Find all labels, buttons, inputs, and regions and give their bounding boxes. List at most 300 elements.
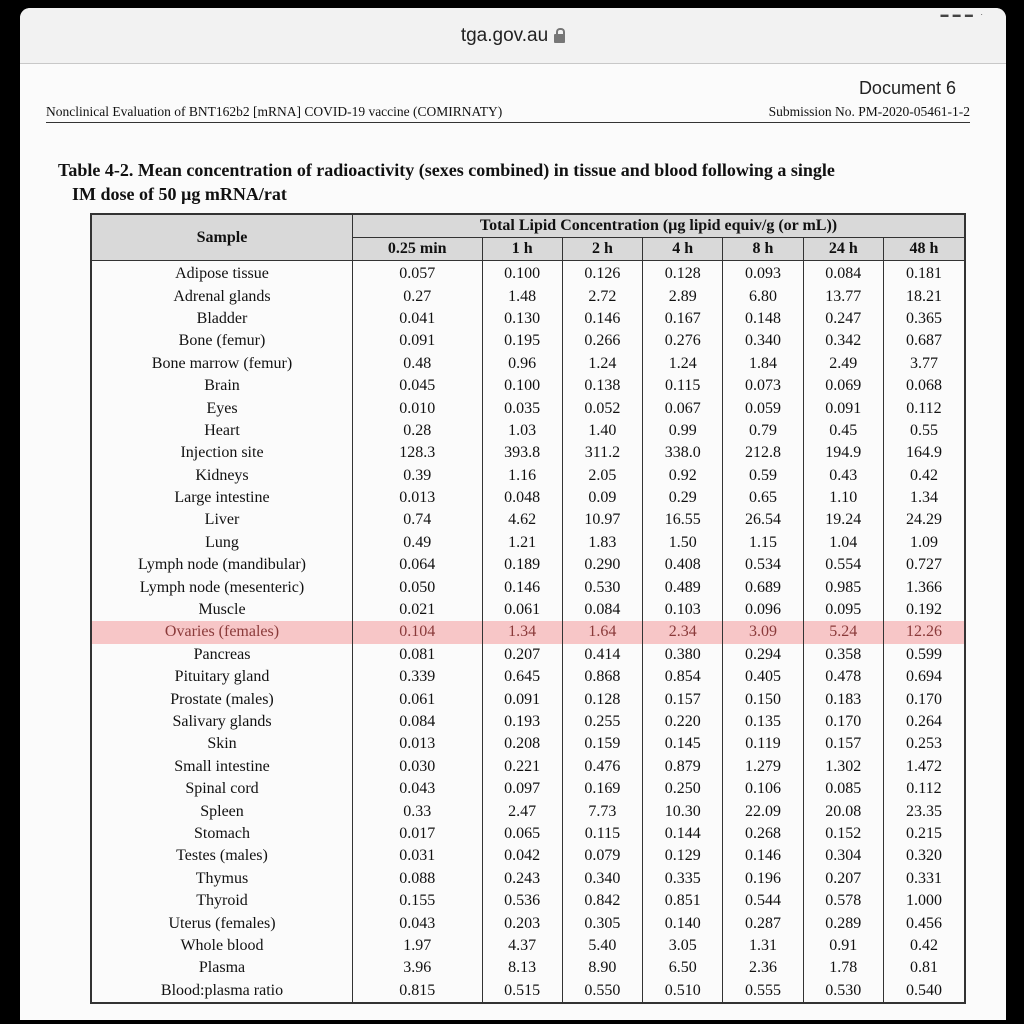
sample-cell: Adrenal glands: [91, 285, 353, 307]
value-cell: 0.084: [562, 599, 642, 621]
value-cell: 0.119: [723, 733, 803, 755]
value-cell: 1.48: [482, 285, 562, 307]
value-cell: 0.148: [723, 308, 803, 330]
table-row: [91, 935, 965, 957]
table-row: [91, 375, 965, 397]
value-cell: 0.128: [562, 688, 642, 710]
table-row: [91, 711, 965, 733]
value-cell: 8.90: [562, 957, 642, 979]
value-cell: 0.305: [562, 912, 642, 934]
sample-cell: Bone marrow (femur): [91, 353, 353, 375]
value-cell: 2.47: [482, 800, 562, 822]
value-cell: 194.9: [803, 442, 883, 464]
value-cell: 2.34: [643, 621, 723, 643]
value-cell: 0.554: [803, 554, 883, 576]
concentration-table: [90, 213, 966, 1004]
value-cell: 4.37: [482, 935, 562, 957]
value-cell: 0.170: [803, 711, 883, 733]
value-cell: 0.489: [643, 576, 723, 598]
url-text: tga.gov.au: [460, 24, 549, 46]
value-cell: 0.264: [883, 711, 965, 733]
value-cell: 0.195: [482, 330, 562, 352]
value-cell: 0.645: [482, 666, 562, 688]
value-cell: 0.112: [883, 397, 965, 419]
value-cell: 0.515: [482, 980, 562, 1003]
value-cell: 0.59: [723, 465, 803, 487]
value-cell: 0.129: [643, 845, 723, 867]
value-cell: 0.138: [562, 375, 642, 397]
table-row: [91, 442, 965, 464]
value-cell: 0.268: [723, 823, 803, 845]
column-header: 24 h: [803, 238, 883, 261]
value-cell: 0.99: [643, 420, 723, 442]
value-cell: 0.010: [353, 397, 483, 419]
sample-cell: Thymus: [91, 868, 353, 890]
column-header: 1 h: [482, 238, 562, 261]
value-cell: 1.50: [643, 532, 723, 554]
value-cell: 0.544: [723, 890, 803, 912]
table-row: [91, 599, 965, 621]
value-cell: 0.052: [562, 397, 642, 419]
value-cell: 0.39: [353, 465, 483, 487]
table-row: [91, 800, 965, 822]
value-cell: 0.097: [482, 778, 562, 800]
value-cell: 0.091: [803, 397, 883, 419]
value-cell: 0.578: [803, 890, 883, 912]
value-cell: 2.05: [562, 465, 642, 487]
sample-cell: Muscle: [91, 599, 353, 621]
table-row: [91, 756, 965, 778]
value-cell: 1.83: [562, 532, 642, 554]
sample-cell: Lymph node (mesenteric): [91, 576, 353, 598]
value-cell: 10.30: [643, 800, 723, 822]
value-cell: 1.24: [643, 353, 723, 375]
value-cell: 0.079: [562, 845, 642, 867]
value-cell: 0.144: [643, 823, 723, 845]
value-cell: 0.048: [482, 487, 562, 509]
value-cell: 1.24: [562, 353, 642, 375]
value-cell: 1.34: [883, 487, 965, 509]
value-cell: 2.36: [723, 957, 803, 979]
value-cell: 0.81: [883, 957, 965, 979]
table-row: [91, 554, 965, 576]
value-cell: 0.126: [562, 261, 642, 286]
value-cell: 0.061: [482, 599, 562, 621]
value-cell: 2.72: [562, 285, 642, 307]
value-cell: 0.45: [803, 420, 883, 442]
value-cell: 0.304: [803, 845, 883, 867]
header-left: Nonclinical Evaluation of BNT162b2 [mRNA] COVID-19 vaccine (COMIRNATY): [46, 104, 503, 119]
value-cell: 1.03: [482, 420, 562, 442]
column-header: 8 h: [723, 238, 803, 261]
sample-cell: Plasma: [91, 957, 353, 979]
value-cell: 2.89: [643, 285, 723, 307]
value-cell: 0.599: [883, 644, 965, 666]
table-row: [91, 868, 965, 890]
value-cell: 0.320: [883, 845, 965, 867]
running-header: [46, 104, 970, 123]
sample-cell: Lung: [91, 532, 353, 554]
value-cell: 0.081: [353, 644, 483, 666]
value-cell: 0.084: [353, 711, 483, 733]
value-cell: 0.207: [803, 868, 883, 890]
value-cell: 0.057: [353, 261, 483, 286]
sample-cell: Liver: [91, 509, 353, 531]
sample-cell: Thyroid: [91, 890, 353, 912]
value-cell: 0.255: [562, 711, 642, 733]
value-cell: 0.358: [803, 644, 883, 666]
value-cell: 0.059: [723, 397, 803, 419]
value-cell: 0.29: [643, 487, 723, 509]
table-row: [91, 688, 965, 710]
status-indicator: ▬ ▬ ▬ ·: [940, 10, 984, 19]
sample-cell: Whole blood: [91, 935, 353, 957]
table-row: [91, 308, 965, 330]
value-cell: 20.08: [803, 800, 883, 822]
value-cell: 0.189: [482, 554, 562, 576]
value-cell: 0.414: [562, 644, 642, 666]
sample-cell: Salivary glands: [91, 711, 353, 733]
caption-line-2: IM dose of 50 µg mRNA/rat: [72, 184, 287, 204]
value-cell: 0.340: [723, 330, 803, 352]
value-cell: 0.405: [723, 666, 803, 688]
value-cell: 3.05: [643, 935, 723, 957]
value-cell: 0.42: [883, 465, 965, 487]
value-cell: 0.128: [643, 261, 723, 286]
value-cell: 0.91: [803, 935, 883, 957]
value-cell: 6.80: [723, 285, 803, 307]
value-cell: 0.340: [562, 868, 642, 890]
value-cell: 22.09: [723, 800, 803, 822]
value-cell: 0.021: [353, 599, 483, 621]
table-row: [91, 261, 965, 286]
value-cell: 0.041: [353, 308, 483, 330]
browser-window: [20, 8, 1006, 1020]
value-cell: 0.017: [353, 823, 483, 845]
value-cell: 0.540: [883, 980, 965, 1003]
table-row: [91, 666, 965, 688]
value-cell: 0.335: [643, 868, 723, 890]
value-cell: 0.55: [883, 420, 965, 442]
value-cell: 0.879: [643, 756, 723, 778]
value-cell: 19.24: [803, 509, 883, 531]
value-cell: 12.26: [883, 621, 965, 643]
sample-cell: Injection site: [91, 442, 353, 464]
value-cell: 0.061: [353, 688, 483, 710]
value-cell: 0.815: [353, 980, 483, 1003]
value-cell: 0.530: [562, 576, 642, 598]
value-cell: 0.159: [562, 733, 642, 755]
value-cell: 1.04: [803, 532, 883, 554]
value-cell: 0.043: [353, 778, 483, 800]
value-cell: 0.365: [883, 308, 965, 330]
value-cell: 3.96: [353, 957, 483, 979]
value-cell: 0.478: [803, 666, 883, 688]
value-cell: 0.534: [723, 554, 803, 576]
value-cell: 0.030: [353, 756, 483, 778]
value-cell: 0.456: [883, 912, 965, 934]
value-cell: 0.79: [723, 420, 803, 442]
value-cell: 0.96: [482, 353, 562, 375]
table-row: [91, 509, 965, 531]
value-cell: 1.302: [803, 756, 883, 778]
value-cell: 0.085: [803, 778, 883, 800]
value-cell: 1.09: [883, 532, 965, 554]
table-row: [91, 980, 965, 1003]
column-header: 48 h: [883, 238, 965, 261]
value-cell: 311.2: [562, 442, 642, 464]
url-display[interactable]: [461, 25, 565, 47]
value-cell: 0.096: [723, 599, 803, 621]
value-cell: 0.112: [883, 778, 965, 800]
value-cell: 0.130: [482, 308, 562, 330]
value-cell: 0.48: [353, 353, 483, 375]
value-cell: 0.050: [353, 576, 483, 598]
value-cell: 1.84: [723, 353, 803, 375]
group-header: Total Lipid Concentration (µg lipid equiv/g (or mL)): [353, 214, 966, 238]
value-cell: 0.169: [562, 778, 642, 800]
table-row: [91, 420, 965, 442]
value-cell: 0.068: [883, 375, 965, 397]
value-cell: 0.013: [353, 733, 483, 755]
table-row: [91, 576, 965, 598]
sample-cell: Eyes: [91, 397, 353, 419]
value-cell: 0.095: [803, 599, 883, 621]
value-cell: 0.220: [643, 711, 723, 733]
table-row: [91, 397, 965, 419]
value-cell: 0.157: [643, 688, 723, 710]
value-cell: 4.62: [482, 509, 562, 531]
value-cell: 0.093: [723, 261, 803, 286]
value-cell: 0.342: [803, 330, 883, 352]
value-cell: 0.215: [883, 823, 965, 845]
value-cell: 0.103: [643, 599, 723, 621]
value-cell: 0.135: [723, 711, 803, 733]
value-cell: 0.985: [803, 576, 883, 598]
column-header: 4 h: [643, 238, 723, 261]
value-cell: 0.92: [643, 465, 723, 487]
value-cell: 0.43: [803, 465, 883, 487]
sample-cell: Large intestine: [91, 487, 353, 509]
table-row: [91, 912, 965, 934]
value-cell: 0.106: [723, 778, 803, 800]
table-row: [91, 532, 965, 554]
value-cell: 23.35: [883, 800, 965, 822]
value-cell: 0.193: [482, 711, 562, 733]
value-cell: 0.221: [482, 756, 562, 778]
column-header: 0.25 min: [353, 238, 483, 261]
sample-cell: Heart: [91, 420, 353, 442]
value-cell: 0.331: [883, 868, 965, 890]
table-row: [91, 845, 965, 867]
sample-cell: Ovaries (females): [91, 621, 353, 643]
value-cell: 0.192: [883, 599, 965, 621]
value-cell: 0.043: [353, 912, 483, 934]
value-cell: 0.65: [723, 487, 803, 509]
sample-header: Sample: [91, 214, 353, 261]
table-row: [91, 285, 965, 307]
caption-line-1: Table 4-2. Mean concentration of radioactivity (sexes combined) in tissue and blood following a single: [58, 160, 835, 180]
value-cell: 0.155: [353, 890, 483, 912]
value-cell: 0.069: [803, 375, 883, 397]
column-header: 2 h: [562, 238, 642, 261]
value-cell: 24.29: [883, 509, 965, 531]
value-cell: 1.31: [723, 935, 803, 957]
value-cell: 0.510: [643, 980, 723, 1003]
sample-cell: Bone (femur): [91, 330, 353, 352]
sample-cell: Pancreas: [91, 644, 353, 666]
value-cell: 0.045: [353, 375, 483, 397]
value-cell: 0.167: [643, 308, 723, 330]
value-cell: 0.476: [562, 756, 642, 778]
value-cell: 0.868: [562, 666, 642, 688]
value-cell: 10.97: [562, 509, 642, 531]
value-cell: 0.687: [883, 330, 965, 352]
sample-cell: Testes (males): [91, 845, 353, 867]
sample-cell: Blood:plasma ratio: [91, 980, 353, 1003]
value-cell: 0.247: [803, 308, 883, 330]
value-cell: 1.10: [803, 487, 883, 509]
value-cell: 0.067: [643, 397, 723, 419]
value-cell: 0.408: [643, 554, 723, 576]
value-cell: 0.49: [353, 532, 483, 554]
value-cell: 8.13: [482, 957, 562, 979]
table-row-highlighted: [91, 621, 965, 643]
sample-cell: Prostate (males): [91, 688, 353, 710]
value-cell: 0.152: [803, 823, 883, 845]
value-cell: 1.279: [723, 756, 803, 778]
value-cell: 5.24: [803, 621, 883, 643]
sample-cell: Spinal cord: [91, 778, 353, 800]
value-cell: 0.146: [482, 576, 562, 598]
value-cell: 0.145: [643, 733, 723, 755]
value-cell: 0.157: [803, 733, 883, 755]
value-cell: 0.74: [353, 509, 483, 531]
value-cell: 0.694: [883, 666, 965, 688]
value-cell: 0.530: [803, 980, 883, 1003]
sample-cell: Bladder: [91, 308, 353, 330]
value-cell: 6.50: [643, 957, 723, 979]
value-cell: 0.140: [643, 912, 723, 934]
table-row: [91, 733, 965, 755]
value-cell: 0.380: [643, 644, 723, 666]
sample-cell: Adipose tissue: [91, 261, 353, 286]
value-cell: 164.9: [883, 442, 965, 464]
value-cell: 0.203: [482, 912, 562, 934]
table-row: [91, 823, 965, 845]
value-cell: 0.170: [883, 688, 965, 710]
table-row: [91, 890, 965, 912]
value-cell: 0.031: [353, 845, 483, 867]
value-cell: 1.97: [353, 935, 483, 957]
value-cell: 1.64: [562, 621, 642, 643]
value-cell: 0.073: [723, 375, 803, 397]
value-cell: 1.366: [883, 576, 965, 598]
value-cell: 5.40: [562, 935, 642, 957]
value-cell: 0.183: [803, 688, 883, 710]
value-cell: 0.104: [353, 621, 483, 643]
value-cell: 0.294: [723, 644, 803, 666]
value-cell: 393.8: [482, 442, 562, 464]
value-cell: 0.091: [353, 330, 483, 352]
value-cell: 1.34: [482, 621, 562, 643]
table-row: [91, 465, 965, 487]
value-cell: 0.088: [353, 868, 483, 890]
address-bar[interactable]: [20, 8, 1006, 64]
sample-cell: Brain: [91, 375, 353, 397]
value-cell: 0.207: [482, 644, 562, 666]
value-cell: 0.287: [723, 912, 803, 934]
value-cell: 0.065: [482, 823, 562, 845]
lock-icon: [554, 28, 565, 43]
value-cell: 2.49: [803, 353, 883, 375]
table-row: [91, 330, 965, 352]
value-cell: 0.100: [482, 375, 562, 397]
sample-cell: Lymph node (mandibular): [91, 554, 353, 576]
value-cell: 0.09: [562, 487, 642, 509]
value-cell: 0.33: [353, 800, 483, 822]
value-cell: 0.266: [562, 330, 642, 352]
sample-cell: Kidneys: [91, 465, 353, 487]
value-cell: 1.000: [883, 890, 965, 912]
table-caption: [58, 158, 968, 206]
value-cell: 0.289: [803, 912, 883, 934]
value-cell: 0.013: [353, 487, 483, 509]
value-cell: 16.55: [643, 509, 723, 531]
value-cell: 0.064: [353, 554, 483, 576]
sample-cell: Spleen: [91, 800, 353, 822]
value-cell: 1.15: [723, 532, 803, 554]
value-cell: 338.0: [643, 442, 723, 464]
value-cell: 13.77: [803, 285, 883, 307]
value-cell: 0.550: [562, 980, 642, 1003]
table-row: [91, 487, 965, 509]
value-cell: 0.100: [482, 261, 562, 286]
sample-cell: Stomach: [91, 823, 353, 845]
value-cell: 3.77: [883, 353, 965, 375]
value-cell: 0.208: [482, 733, 562, 755]
value-cell: 0.115: [643, 375, 723, 397]
table-body: [91, 261, 965, 1003]
value-cell: 0.42: [883, 935, 965, 957]
value-cell: 26.54: [723, 509, 803, 531]
table-row: [91, 353, 965, 375]
value-cell: 0.196: [723, 868, 803, 890]
header-right: Submission No. PM-2020-05461-1-2: [768, 104, 970, 119]
value-cell: 212.8: [723, 442, 803, 464]
value-cell: 128.3: [353, 442, 483, 464]
sample-cell: Skin: [91, 733, 353, 755]
sample-cell: Small intestine: [91, 756, 353, 778]
value-cell: 0.150: [723, 688, 803, 710]
value-cell: 0.842: [562, 890, 642, 912]
value-cell: 0.339: [353, 666, 483, 688]
value-cell: 0.536: [482, 890, 562, 912]
value-cell: 0.115: [562, 823, 642, 845]
document-label: Document 6: [858, 78, 956, 98]
sample-cell: Uterus (females): [91, 912, 353, 934]
table-row: [91, 778, 965, 800]
table-row: [91, 957, 965, 979]
value-cell: 0.084: [803, 261, 883, 286]
value-cell: 0.035: [482, 397, 562, 419]
value-cell: 0.146: [562, 308, 642, 330]
value-cell: 0.290: [562, 554, 642, 576]
sample-cell: Pituitary gland: [91, 666, 353, 688]
value-cell: 1.78: [803, 957, 883, 979]
value-cell: 0.854: [643, 666, 723, 688]
value-cell: 0.28: [353, 420, 483, 442]
